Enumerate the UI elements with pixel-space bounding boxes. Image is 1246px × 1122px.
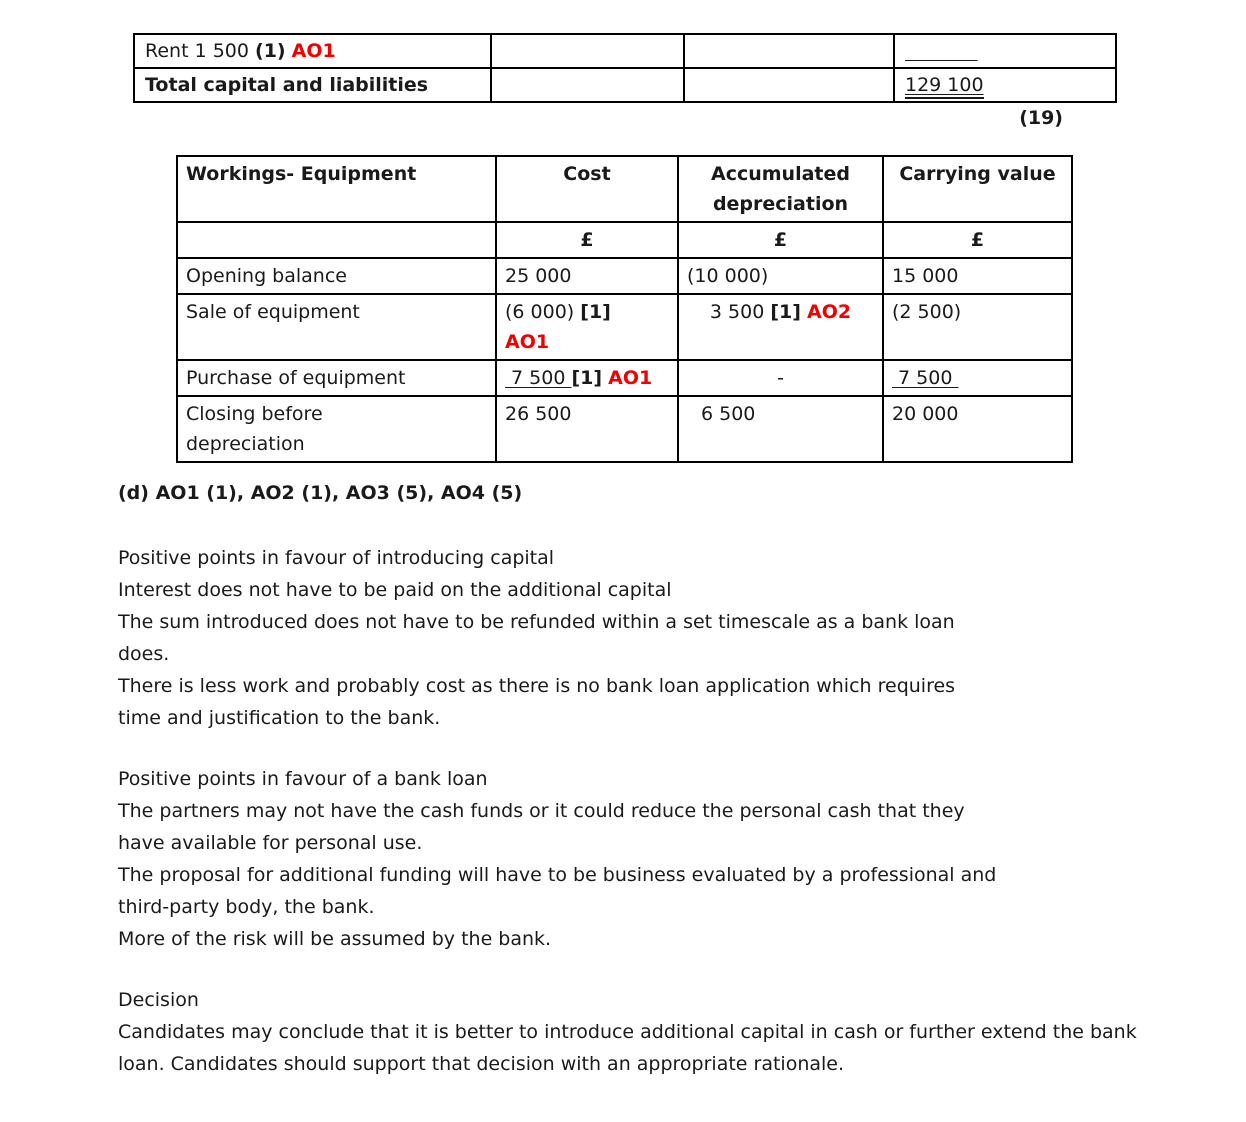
point-line: The partners may not have the cash funds or it could reduce the personal cash that they have available for personal use.: [118, 800, 965, 854]
pound-sign-cell: £: [883, 222, 1072, 258]
statement-table: [133, 33, 1117, 103]
point-line: More of the risk will be assumed by the bank.: [118, 928, 552, 950]
rent-label-cell: Rent 1 500 (1) AO1: [134, 34, 491, 68]
cost-value-cell: 7 500 [1] AO1: [496, 360, 678, 396]
point-line: The proposal for additional funding will have to be business evaluated by a professional and third-party body, the bank.: [118, 864, 997, 918]
decision-body: Candidates may conclude that it is better to introduce additional capital in cash or further extend the bank loan. Candidates should support that decision with an appropriate rationale.: [118, 1021, 1137, 1075]
depreciation-value-cell: -: [678, 360, 883, 396]
point-line: There is less work and probably cost as there is no bank loan application which requires time and justification to the bank.: [118, 675, 956, 729]
empty-cell: [177, 222, 496, 258]
pound-sign-cell: £: [496, 222, 678, 258]
carrying-value-cell: 7 500: [883, 360, 1072, 396]
empty-cell: [684, 68, 894, 102]
cost-header-cell: Cost: [496, 156, 678, 222]
empty-cell: [684, 34, 894, 68]
point-line: The sum introduced does not have to be refunded within a set timescale as a bank loan does.: [118, 611, 955, 665]
closing-before-depreciation-row: [177, 396, 1072, 462]
carrying-value-cell: (2 500): [883, 294, 1072, 360]
cost-value-cell: (6 000) [1] AO1: [496, 294, 678, 360]
carrying-value-cell: 15 000: [883, 258, 1072, 294]
carrying-value-header-cell: Carrying value: [883, 156, 1072, 222]
total-marks-note: (19): [1019, 107, 1063, 129]
workings-equipment-table: [176, 155, 1073, 463]
section-title-bank-loan: Positive points in favour of a bank loan: [118, 768, 488, 790]
part-d-heading: (d) AO1 (1), AO2 (1), AO3 (5), AO4 (5): [118, 482, 523, 504]
accumulated-depreciation-header-cell: Accumulated depreciation: [678, 156, 883, 222]
pound-sign-cell: £: [678, 222, 883, 258]
cost-value-cell: 26 500: [496, 396, 678, 462]
total-label-cell: Total capital and liabilities: [134, 68, 491, 102]
section-title-decision: Decision: [118, 989, 199, 1011]
part-d-guidance: [118, 477, 1182, 1080]
empty-cell: [491, 34, 684, 68]
subtotal-rule-cell: [894, 34, 1116, 68]
depreciation-value-cell: 3 500 [1] AO2: [678, 294, 883, 360]
row-label-cell: Opening balance: [177, 258, 496, 294]
statement-row-rent: [134, 34, 1116, 68]
workings-header-row: [177, 156, 1072, 222]
total-value-cell: 129 100: [894, 68, 1116, 102]
depreciation-value-cell: (10 000): [678, 258, 883, 294]
row-label-cell: Closing before depreciation: [177, 396, 496, 462]
depreciation-value-cell: 6 500: [678, 396, 883, 462]
currency-row: [177, 222, 1072, 258]
row-label-cell: Purchase of equipment: [177, 360, 496, 396]
purchase-of-equipment-row: [177, 360, 1072, 396]
sale-of-equipment-row: [177, 294, 1072, 360]
statement-row-total: [134, 68, 1116, 102]
workings-title-cell: Workings- Equipment: [177, 156, 496, 222]
point-line: Interest does not have to be paid on the additional capital: [118, 579, 672, 601]
cost-value-cell: 25 000: [496, 258, 678, 294]
row-label-cell: Sale of equipment: [177, 294, 496, 360]
opening-balance-row: [177, 258, 1072, 294]
section-title-introducing-capital: Positive points in favour of introducing capital: [118, 547, 555, 569]
carrying-value-cell: 20 000: [883, 396, 1072, 462]
empty-cell: [491, 68, 684, 102]
